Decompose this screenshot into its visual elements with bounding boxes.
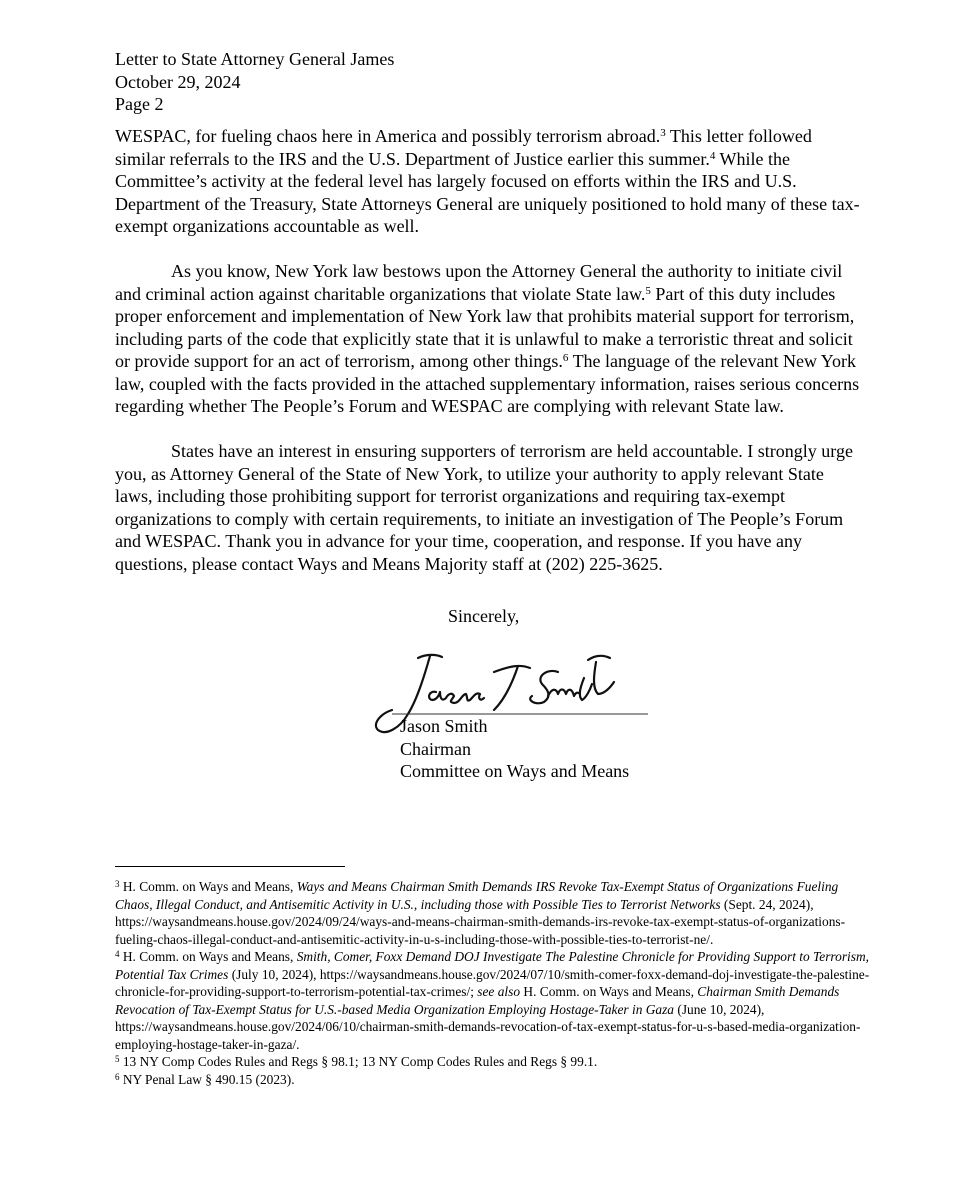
footnote-ref-4: 4 xyxy=(709,149,716,162)
header-page-number: Page 2 xyxy=(115,94,164,114)
footnote-4-number: 4 xyxy=(115,949,120,959)
footnote-6-text: NY Penal Law § 490.15 (2023). xyxy=(119,1071,295,1087)
footnote-5-number: 5 xyxy=(115,1054,120,1064)
footnote-3 xyxy=(115,878,875,948)
paragraph-1-text-a: WESPAC, for fueling chaos here in America and possibly terrorism abroad. xyxy=(115,126,661,146)
footnote-6-number: 6 xyxy=(115,1071,120,1082)
paragraph-1 xyxy=(115,125,865,238)
paragraph-1-text-c: While the Committee’s activity at the federal level has largely focused on efforts within the IRS and U.S. Department of the Treasury, State Attorneys General are uniquely positioned to hold many of these tax-exempt organizations accountable as well. xyxy=(115,148,860,236)
footnotes xyxy=(115,878,875,1088)
footnote-3-text-a: H. Comm. on Ways and Means, xyxy=(119,879,297,894)
footnote-3-title: Ways and Means Chairman Smith Demands IRS Revoke Tax-Exempt Status of Organizations Fueling Chaos, Illegal Conduct, and Antisemitic Activity in U.S., including those with Possible Ties to Terrorist Networks xyxy=(115,879,839,912)
paragraph-2-text-a: As you know, New York law bestows upon the Attorney General the authority to initiate civil and criminal action against charitable organizations that violate State law. xyxy=(115,261,843,304)
header-date: October 29, 2024 xyxy=(115,71,241,92)
footnote-4-text-c: H. Comm. on Ways and Means, xyxy=(520,984,698,999)
paragraph-2-text-b: Part of this duty includes proper enforcement and implementation of New York law that prohibits material support for terrorism, including parts of the code that explicitly state that it is unlawful to make a terroristic threat and solicit or provide support for an act of terrorism, among other things. xyxy=(115,283,855,371)
footnote-4-title-2: Chairman Smith Demands Revocation of Tax-Exempt Status for U.S.-based Media Organization Employing Hostage-Taker in Gaza xyxy=(115,984,840,1017)
footnote-divider xyxy=(115,866,345,867)
header-recipient-line: Letter to State Attorney General James xyxy=(115,49,395,69)
letter-body xyxy=(115,125,865,598)
footnote-4-see-also: see also xyxy=(477,984,521,999)
footnote-6 xyxy=(115,1071,875,1089)
signer-title: Chairman xyxy=(400,738,471,759)
footnote-3-text-b: (Sept. 24, 2024), https://waysandmeans.house.gov/2024/09/24/ways-and-means-chairman-smith-demands-irs-revoke-tax-exempt-status-of-organizations-fueling-chaos-illegal-conduct-and-antisemitic-activity-in-u-s-including-those-with-possible-ties-to-terrorist-ne/. xyxy=(115,896,846,947)
paragraph-2-text-c: The language of the relevant New York law, coupled with the facts provided in the attached supplementary information, raises serious concerns regarding whether The People’s Forum and WESPAC are complying with relevant State law. xyxy=(115,351,860,416)
footnote-ref-6: 6 xyxy=(562,352,569,364)
footnote-5 xyxy=(115,1053,875,1071)
footnote-ref-3: 3 xyxy=(660,127,666,139)
footnote-4-text-a: H. Comm. on Ways and Means, xyxy=(119,949,297,964)
closing-salutation: Sincerely, xyxy=(448,606,520,626)
signer-block xyxy=(400,715,629,783)
footnote-4 xyxy=(115,948,875,1053)
footnote-3-number: 3 xyxy=(115,879,120,889)
footnote-5-text: 13 NY Comp Codes Rules and Regs § 98.1; 13 NY Comp Codes Rules and Regs § 99.1. xyxy=(119,1054,598,1069)
paragraph-3: States have an interest in ensuring supporters of terrorism are held accountable. I strongly urge you, as Attorney General of the State of New York, to utilize your authority to apply relevant State laws, including those prohibiting support for terrorist organizations and requiring tax-exempt organizations to comply with certain requirements, to initiate an investigation of The People’s Forum and WESPAC. Thank you in advance for your time, cooperation, and response. If you have any questions, please contact Ways and Means Majority staff at (202) 225-3625. xyxy=(115,441,853,574)
footnote-4-title-1: Smith, Comer, Foxx Demand DOJ Investigate The Palestine Chronicle for Providing Support to Terrorism, Potential Tax Crimes xyxy=(115,949,869,982)
footnote-ref-5: 5 xyxy=(645,284,651,297)
footnote-4-text-d: (June 10, 2024), https://waysandmeans.house.gov/2024/06/10/chairman-smith-demands-revocation-of-tax-exempt-status-for-u-s-based-media-organization-employing-hostage-taker-in-gaza/. xyxy=(115,1001,861,1052)
signer-name: Jason Smith xyxy=(400,716,488,736)
page-header xyxy=(115,48,394,116)
signer-committee: Committee on Ways and Means xyxy=(400,761,630,781)
paragraph-1-text-b: This letter followed similar referrals to the IRS and the U.S. Department of Justice earlier this summer. xyxy=(115,126,812,169)
paragraph-2 xyxy=(115,260,865,418)
footnote-4-text-b: (July 10, 2024), https://waysandmeans.house.gov/2024/07/10/smith-comer-foxx-demand-doj-investigate-the-palestine-chronicle-for-providing-support-to-terrorism-potential-tax-crimes/; xyxy=(115,966,870,999)
